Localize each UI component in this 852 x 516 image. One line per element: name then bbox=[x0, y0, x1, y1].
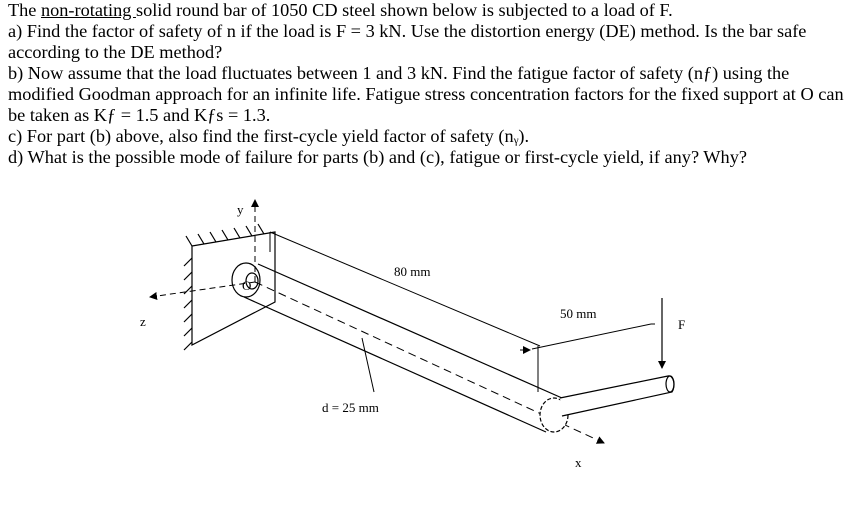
dim-50 bbox=[520, 324, 655, 350]
part-a: a) Find the factor of safety of n if the load is F = 3 kN. Use the distortion energy (DE) method. Is the bar safe according to the DE method? bbox=[8, 21, 807, 62]
wall-hatching-side bbox=[184, 258, 192, 350]
arm-bar bbox=[560, 376, 674, 416]
part-c: c) For part (b) above, also find the first-cycle yield factor of safety (nᵧ). bbox=[8, 126, 530, 146]
wall-support bbox=[184, 224, 275, 350]
load-label: F bbox=[678, 317, 686, 332]
z-axis-label: z bbox=[140, 314, 146, 329]
dim-length-label: 80 mm bbox=[394, 264, 431, 279]
y-axis-label: y bbox=[237, 202, 244, 217]
dim-arm-label: 50 mm bbox=[560, 306, 597, 321]
x-axis-label: x bbox=[575, 455, 582, 470]
origin-label: O bbox=[242, 278, 252, 293]
intro-pre: The bbox=[8, 0, 41, 20]
dim-diameter-label: d = 25 mm bbox=[322, 400, 379, 415]
dim-80 bbox=[270, 232, 540, 392]
intro-post: solid round bar of 1050 CD steel shown below is subjected to a load of F. bbox=[135, 0, 673, 20]
diameter-leader bbox=[362, 338, 374, 392]
main-bar bbox=[244, 264, 562, 432]
intro-underlined: non-rotating bbox=[41, 0, 136, 20]
part-d: d) What is the possible mode of failure for parts (b) and (c), fatigue or first-cycle yield, if any? Why? bbox=[8, 147, 747, 167]
part-b: b) Now assume that the load fluctuates between 1 and 3 kN. Find the fatigue factor of safety (nƒ) using the modified Goodman approach for an infinite life. Fatigue stress concentration factors for the fixed support at O can be taken as Kƒ = 1.5 and Kƒs = 1.3. bbox=[8, 63, 844, 125]
